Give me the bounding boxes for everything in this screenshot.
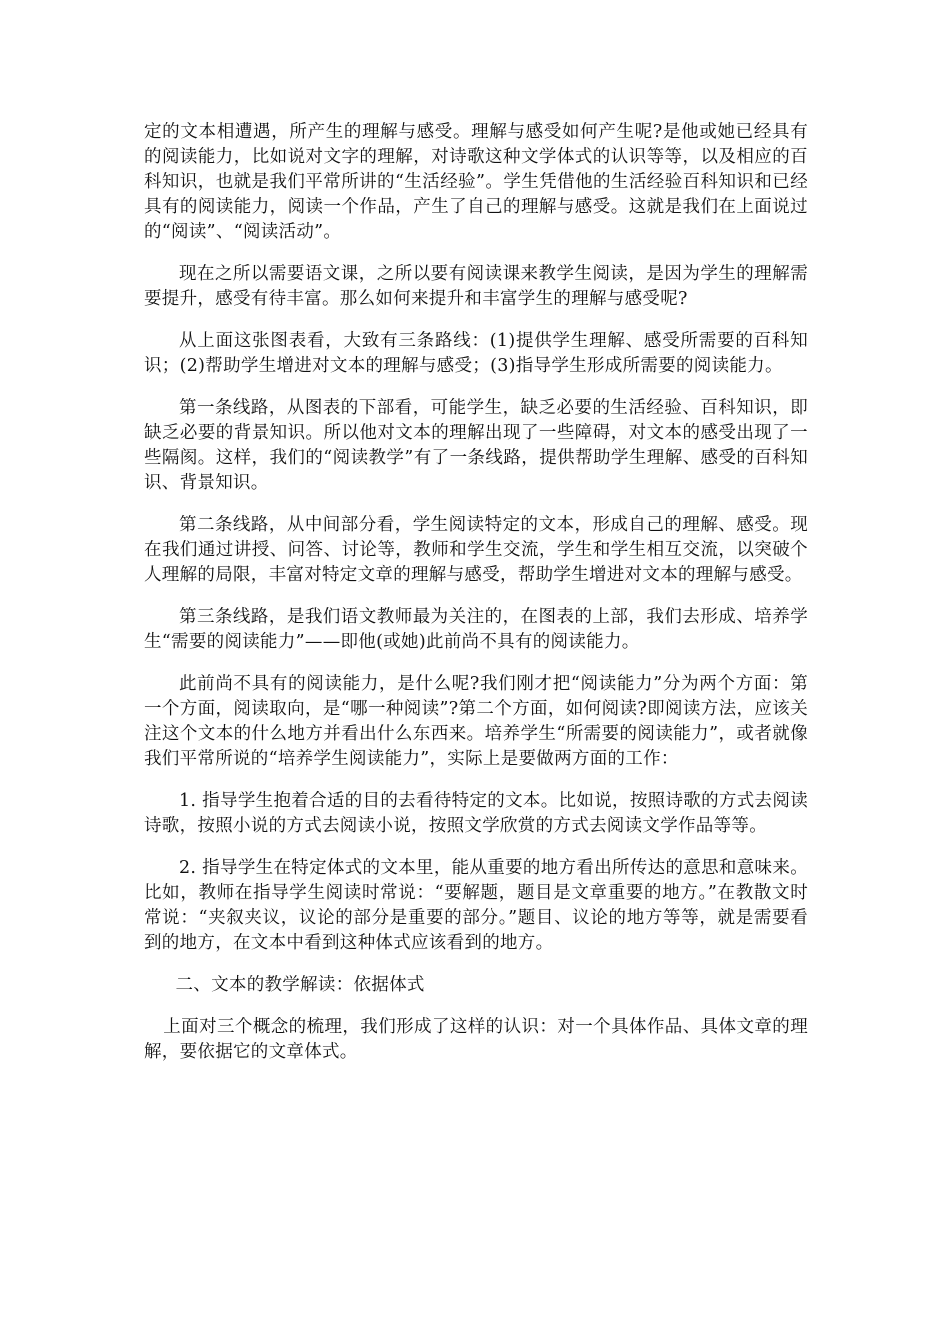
list-item-1: 1. 指导学生抱着合适的目的去看待特定的文本。比如说，按照诗歌的方式去阅读诗歌，按照小说的方式去阅读小说，按照文学欣赏的方式去阅读文学作品等等。 [144,791,808,836]
paragraph-1: 定的文本相遭遇，所产生的理解与感受。理解与感受如何产生呢?是他或她已经具有的阅读能力，比如说对文字的理解，对诗歌这种文学体式的认识等等，以及相应的百科知识，也就是我们平常所讲的“生活经验”。学生凭借他的生活经验百科知识和已经具有的阅读能力，阅读一个作品，产生了自己的理解与感受。这就是我们在上面说过的“阅读”、“阅读活动”。 [144,122,808,242]
paragraph-5: 第二条线路，从中间部分看，学生阅读特定的文本，形成自己的理解、感受。现在我们通过讲授、问答、讨论等，教师和学生交流，学生和学生相互交流，以突破个人理解的局限，丰富对特定文章的理解与感受，帮助学生增进对文本的理解与感受。 [144,515,808,585]
paragraph-6: 第三条线路，是我们语文教师最为关注的，在图表的上部，我们去形成、培养学生“需要的阅读能力”——即他(或她)此前尚不具有的阅读能力。 [144,607,808,652]
paragraph-7: 此前尚不具有的阅读能力，是什么呢?我们刚才把“阅读能力”分为两个方面：第一个方面，阅读取向，是“哪一种阅读”?第二个方面，如何阅读?即阅读方法，应该关注这个文本的什么地方并看出什么东西来。培养学生“所需要的阅读能力”，或者就像我们平常所说的“培养学生阅读能力”，实际上是要做两方面的工作： [144,674,808,769]
paragraph-4: 第一条线路，从图表的下部看，可能学生，缺乏必要的生活经验、百科知识，即缺乏必要的背景知识。所以他对文本的理解出现了一些障碍，对文本的感受出现了一些隔阂。这样，我们的“阅读教学”有了一条线路，提供帮助学生理解、感受的百科知识、背景知识。 [144,398,808,493]
paragraph-2: 现在之所以需要语文课，之所以要有阅读课来教学生阅读，是因为学生的理解需要提升，感受有待丰富。那么如何来提升和丰富学生的理解与感受呢? [144,264,808,309]
list-item-2: 2. 指导学生在特定体式的文本里，能从重要的地方看出所传达的意思和意味来。比如，教师在指导学生阅读时常说：“要解题，题目是文章重要的地方。”在教散文时常说：“夹叙夹议，议论的部分是重要的部分。”题目、议论的地方等等，就是需要看到的地方，在文本中看到这种体式应该看到的地方。 [144,858,808,953]
document-page [144,120,808,1082]
paragraph-3: 从上面这张图表看，大致有三条路线：(1)提供学生理解、感受所需要的百科知识；(2)帮助学生增进对文本的理解与感受；(3)指导学生形成所需要的阅读能力。 [144,331,808,376]
section-heading: 二、文本的教学解读：依据体式 [175,975,425,995]
paragraph-8: 上面对三个概念的梳理，我们形成了这样的认识：对一个具体作品、具体文章的理解，要依据它的文章体式。 [144,1017,808,1062]
